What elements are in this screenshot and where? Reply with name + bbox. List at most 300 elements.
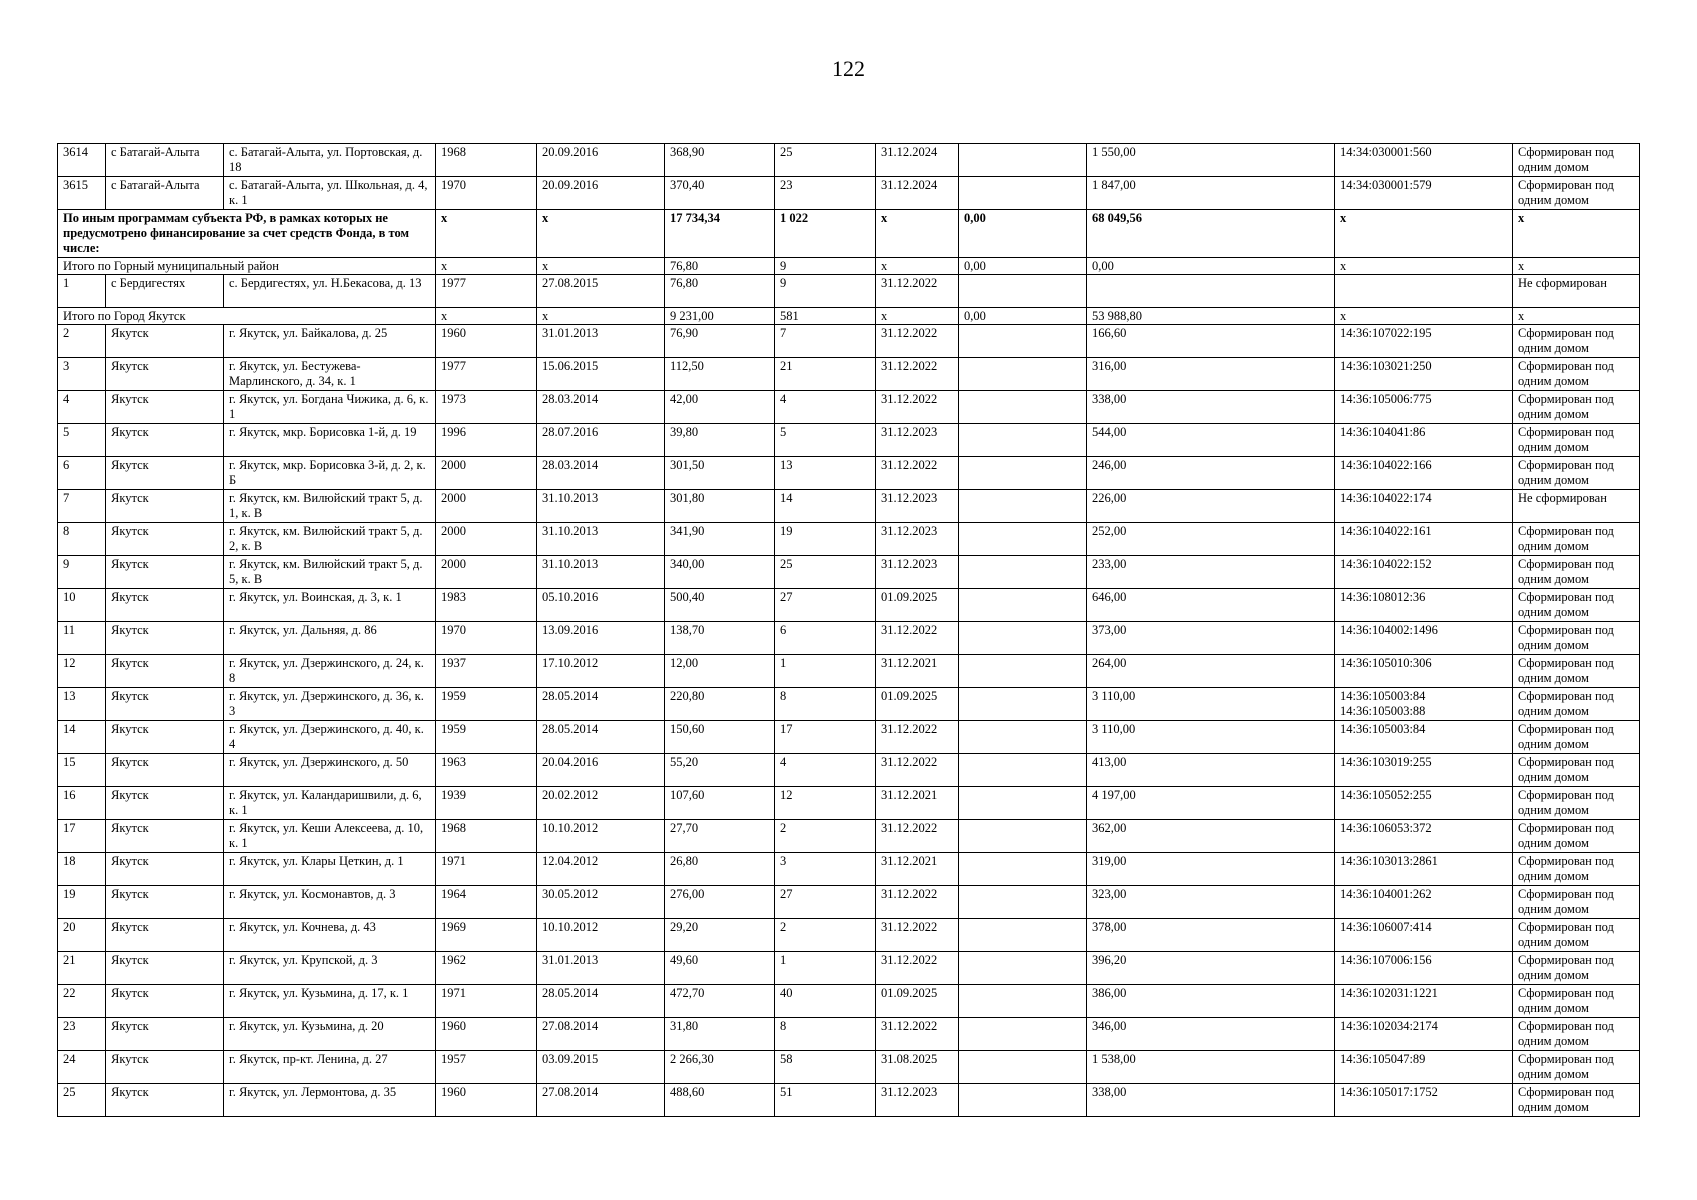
table-row — [58, 787, 1640, 820]
cell-residents: 17 — [775, 721, 876, 754]
cell-area: 301,80 — [665, 490, 775, 523]
cell-area: 340,00 — [665, 556, 775, 589]
cell-area: 55,20 — [665, 754, 775, 787]
cell-cost: 4 197,00 — [1087, 787, 1335, 820]
cell-year-built: 1977 — [436, 358, 537, 391]
cell-planned-date: 31.12.2022 — [876, 358, 959, 391]
cell-cadastral-number: 14:36:103019:255 — [1335, 754, 1513, 787]
cell-area: 488,60 — [665, 1084, 775, 1117]
cell-address: г. Якутск, ул. Воинская, д. 3, к. 1 — [224, 589, 436, 622]
cell-recognition-date: 28.03.2014 — [537, 391, 665, 424]
cell-planned-date: 31.12.2022 — [876, 457, 959, 490]
cell-planned-date: 31.12.2022 — [876, 275, 959, 308]
cell-settlement: Якутск — [106, 1018, 224, 1051]
cell-settlement: Якутск — [106, 688, 224, 721]
cell-land-status: Сформирован под одним домом — [1513, 523, 1640, 556]
cell-recognition-date: 20.04.2016 — [537, 754, 665, 787]
cell-settlement: Якутск — [106, 721, 224, 754]
cell-cost — [1087, 275, 1335, 308]
cell-cost: 233,00 — [1087, 556, 1335, 589]
cell-planned-date: 31.12.2024 — [876, 177, 959, 210]
cell-cost-blank — [959, 391, 1087, 424]
table-total-row — [58, 258, 1640, 275]
cell-cost-blank — [959, 457, 1087, 490]
cell-settlement: Якутск — [106, 424, 224, 457]
cell-cost-blank — [959, 1051, 1087, 1084]
cell-settlement: Якутск — [106, 985, 224, 1018]
cell-row-number: 9 — [58, 556, 106, 589]
cell-year-built: 1971 — [436, 853, 537, 886]
cell-row-number: 4 — [58, 391, 106, 424]
cell-settlement: Якутск — [106, 754, 224, 787]
cell-land-status: Сформирован под одним домом — [1513, 622, 1640, 655]
cell-cost-blank — [959, 177, 1087, 210]
cell-land-status: Сформирован под одним домом — [1513, 424, 1640, 457]
cell-cost: 323,00 — [1087, 886, 1335, 919]
cell-cadastral-number: 14:36:105010:306 — [1335, 655, 1513, 688]
cell-year-built: 1968 — [436, 820, 537, 853]
cell-residents: 9 — [775, 275, 876, 308]
cell-cadastral-number: 14:36:102034:2174 — [1335, 1018, 1513, 1051]
cell-area: 341,90 — [665, 523, 775, 556]
cell-settlement: Якутск — [106, 358, 224, 391]
cell-year-built: 1960 — [436, 325, 537, 358]
cell-address: г. Якутск, мкр. Борисовка 1-й, д. 19 — [224, 424, 436, 457]
cell-cost-blank — [959, 985, 1087, 1018]
cell-address: г. Якутск, ул. Дальняя, д. 86 — [224, 622, 436, 655]
cell-cadastral-number: 14:36:105047:89 — [1335, 1051, 1513, 1084]
cell-address: г. Якутск, ул. Байкалова, д. 25 — [224, 325, 436, 358]
table-row — [58, 853, 1640, 886]
cell-area: 107,60 — [665, 787, 775, 820]
table-row — [58, 754, 1640, 787]
cell-year-built: 2000 — [436, 523, 537, 556]
cell-settlement: с Бердигестях — [106, 275, 224, 308]
cell-address: г. Якутск, ул. Кузьмина, д. 20 — [224, 1018, 436, 1051]
cell-recognition-date: 20.09.2016 — [537, 177, 665, 210]
cell-settlement: Якутск — [106, 1084, 224, 1117]
cell-cost: 338,00 — [1087, 1084, 1335, 1117]
cell-recognition-date: х — [537, 308, 665, 325]
cell-residents: 40 — [775, 985, 876, 1018]
cell-residents: 27 — [775, 886, 876, 919]
table-row — [58, 391, 1640, 424]
cell-cost-blank — [959, 490, 1087, 523]
cell-residents: 58 — [775, 1051, 876, 1084]
cell-year-built: 1977 — [436, 275, 537, 308]
cell-residents: 27 — [775, 589, 876, 622]
cell-land-status: Сформирован под одним домом — [1513, 853, 1640, 886]
page-number: 122 — [832, 56, 865, 81]
cell-year-built: 1963 — [436, 754, 537, 787]
cell-address: г. Якутск, ул. Дзержинского, д. 24, к. 8 — [224, 655, 436, 688]
cell-cadastral-number: 14:36:107006:156 — [1335, 952, 1513, 985]
table-row — [58, 1018, 1640, 1051]
cell-area: 27,70 — [665, 820, 775, 853]
cell-cadastral-number: 14:36:104022:152 — [1335, 556, 1513, 589]
cell-settlement: Якутск — [106, 886, 224, 919]
cell-cost: 319,00 — [1087, 853, 1335, 886]
cell-recognition-date: 28.05.2014 — [537, 985, 665, 1018]
cell-recognition-date: 13.09.2016 — [537, 622, 665, 655]
cell-cost: 264,00 — [1087, 655, 1335, 688]
cell-address: г. Якутск, ул. Клары Цеткин, д. 1 — [224, 853, 436, 886]
cell-area: 76,90 — [665, 325, 775, 358]
cell-year-built: 1970 — [436, 622, 537, 655]
cell-land-status: Сформирован под одним домом — [1513, 919, 1640, 952]
cell-address: г. Якутск, ул. Космонавтов, д. 3 — [224, 886, 436, 919]
cell-planned-date: 31.12.2022 — [876, 721, 959, 754]
cell-recognition-date: 20.09.2016 — [537, 144, 665, 177]
cell-settlement: Якутск — [106, 787, 224, 820]
cell-recognition-date: х — [537, 258, 665, 275]
cell-cadastral-number: 14:36:103021:250 — [1335, 358, 1513, 391]
housing-register-table — [57, 143, 1640, 1117]
cell-row-number: 18 — [58, 853, 106, 886]
cell-cadastral-number: х — [1335, 308, 1513, 325]
cell-cost-blank — [959, 754, 1087, 787]
cell-cadastral-number: 14:36:104022:174 — [1335, 490, 1513, 523]
table-row — [58, 457, 1640, 490]
table-row — [58, 144, 1640, 177]
cell-cost-blank — [959, 952, 1087, 985]
cell-cost-blank: 0,00 — [959, 258, 1087, 275]
cell-recognition-date: 10.10.2012 — [537, 919, 665, 952]
cell-land-status: Сформирован под одним домом — [1513, 144, 1640, 177]
cell-cost: 252,00 — [1087, 523, 1335, 556]
cell-year-built: 1960 — [436, 1084, 537, 1117]
cell-area: 12,00 — [665, 655, 775, 688]
cell-cost-blank — [959, 688, 1087, 721]
cell-year-built: 1962 — [436, 952, 537, 985]
cell-recognition-date: 17.10.2012 — [537, 655, 665, 688]
cell-cost: 373,00 — [1087, 622, 1335, 655]
cell-cost-blank — [959, 275, 1087, 308]
cell-year-built: 1959 — [436, 721, 537, 754]
cell-cost-blank — [959, 358, 1087, 391]
table-row — [58, 556, 1640, 589]
cell-residents: 25 — [775, 144, 876, 177]
cell-recognition-date: 05.10.2016 — [537, 589, 665, 622]
cell-planned-date: 31.12.2022 — [876, 919, 959, 952]
cell-year-built: х — [436, 308, 537, 325]
cell-cost: 316,00 — [1087, 358, 1335, 391]
cell-residents: 8 — [775, 688, 876, 721]
cell-row-number: 19 — [58, 886, 106, 919]
cell-planned-date: 31.12.2022 — [876, 391, 959, 424]
cell-land-status: Сформирован под одним домом — [1513, 358, 1640, 391]
cell-cadastral-number: 14:36:103013:2861 — [1335, 853, 1513, 886]
cell-cost-blank — [959, 1018, 1087, 1051]
cell-residents: 1 — [775, 655, 876, 688]
cell-residents: 7 — [775, 325, 876, 358]
cell-residents: 4 — [775, 391, 876, 424]
cell-year-built: 1964 — [436, 886, 537, 919]
cell-land-status: Сформирован под одним домом — [1513, 655, 1640, 688]
cell-recognition-date: 31.01.2013 — [537, 325, 665, 358]
cell-cost-blank — [959, 886, 1087, 919]
cell-year-built: 1959 — [436, 688, 537, 721]
cell-area: 9 231,00 — [665, 308, 775, 325]
table-total-row — [58, 308, 1640, 325]
cell-residents: 3 — [775, 853, 876, 886]
cell-planned-date: 01.09.2025 — [876, 589, 959, 622]
cell-cadastral-number: х — [1335, 258, 1513, 275]
cell-cost: 396,20 — [1087, 952, 1335, 985]
cell-row-number: 12 — [58, 655, 106, 688]
cell-land-status: х — [1513, 258, 1640, 275]
cell-cadastral-number: 14:36:104001:262 — [1335, 886, 1513, 919]
cell-row-number: 21 — [58, 952, 106, 985]
cell-area: 29,20 — [665, 919, 775, 952]
cell-residents: 12 — [775, 787, 876, 820]
cell-cost: 1 550,00 — [1087, 144, 1335, 177]
cell-settlement: Якутск — [106, 589, 224, 622]
cell-row-number: 3 — [58, 358, 106, 391]
cell-cadastral-number: 14:36:104022:161 — [1335, 523, 1513, 556]
cell-land-status: Сформирован под одним домом — [1513, 1018, 1640, 1051]
cell-cost: 1 538,00 — [1087, 1051, 1335, 1084]
cell-area: 220,80 — [665, 688, 775, 721]
total-label: По иным программам субъекта РФ, в рамках которых не предусмотрено финансирование за счет средств Фонда, в том числе: — [58, 210, 436, 258]
table-row — [58, 275, 1640, 308]
cell-planned-date: 31.12.2023 — [876, 490, 959, 523]
table-row — [58, 622, 1640, 655]
cell-planned-date: 31.12.2022 — [876, 820, 959, 853]
cell-cost-blank — [959, 589, 1087, 622]
cell-planned-date: 31.12.2022 — [876, 952, 959, 985]
cell-cost: 338,00 — [1087, 391, 1335, 424]
cell-row-number: 11 — [58, 622, 106, 655]
cell-row-number: 16 — [58, 787, 106, 820]
cell-residents: 581 — [775, 308, 876, 325]
cell-residents: 1 022 — [775, 210, 876, 258]
cell-recognition-date: 28.05.2014 — [537, 688, 665, 721]
cell-cadastral-number: 14:36:104002:1496 — [1335, 622, 1513, 655]
cell-cost-blank — [959, 655, 1087, 688]
cell-year-built: 2000 — [436, 556, 537, 589]
cell-recognition-date: 15.06.2015 — [537, 358, 665, 391]
cell-recognition-date: 03.09.2015 — [537, 1051, 665, 1084]
cell-address: г. Якутск, ул. Богдана Чижика, д. 6, к. 1 — [224, 391, 436, 424]
cell-residents: 13 — [775, 457, 876, 490]
cell-year-built: 1971 — [436, 985, 537, 1018]
cell-area: 500,40 — [665, 589, 775, 622]
cell-address: с. Бердигестях, ул. Н.Бекасова, д. 13 — [224, 275, 436, 308]
cell-address: г. Якутск, км. Вилюйский тракт 5, д. 1, к. В — [224, 490, 436, 523]
table-row — [58, 721, 1640, 754]
cell-cost: 1 847,00 — [1087, 177, 1335, 210]
cell-land-status: Сформирован под одним домом — [1513, 589, 1640, 622]
cell-settlement: Якутск — [106, 325, 224, 358]
cell-recognition-date: 31.10.2013 — [537, 556, 665, 589]
cell-cadastral-number: 14:36:104041:86 — [1335, 424, 1513, 457]
cell-settlement: Якутск — [106, 523, 224, 556]
cell-land-status: Сформирован под одним домом — [1513, 952, 1640, 985]
cell-area: 112,50 — [665, 358, 775, 391]
cell-cost: 53 988,80 — [1087, 308, 1335, 325]
table-row — [58, 490, 1640, 523]
cell-land-status: Сформирован под одним домом — [1513, 985, 1640, 1018]
cell-address: г. Якутск, ул. Бестужева-Марлинского, д. 34, к. 1 — [224, 358, 436, 391]
cell-row-number: 24 — [58, 1051, 106, 1084]
cell-year-built: 1960 — [436, 1018, 537, 1051]
cell-address: г. Якутск, ул. Каландаришвили, д. 6, к. 1 — [224, 787, 436, 820]
cell-recognition-date: 28.07.2016 — [537, 424, 665, 457]
cell-cost-blank — [959, 853, 1087, 886]
cell-area: 368,90 — [665, 144, 775, 177]
cell-area: 76,80 — [665, 258, 775, 275]
cell-row-number: 20 — [58, 919, 106, 952]
cell-year-built: 2000 — [436, 490, 537, 523]
cell-cost-blank — [959, 622, 1087, 655]
table-row — [58, 985, 1640, 1018]
table-row — [58, 325, 1640, 358]
cell-address: г. Якутск, км. Вилюйский тракт 5, д. 2, к. В — [224, 523, 436, 556]
cell-settlement: Якутск — [106, 457, 224, 490]
cell-recognition-date: 27.08.2014 — [537, 1018, 665, 1051]
cell-planned-date: х — [876, 308, 959, 325]
cell-cost-blank — [959, 325, 1087, 358]
cell-settlement: Якутск — [106, 853, 224, 886]
cell-recognition-date: 31.10.2013 — [537, 523, 665, 556]
cell-recognition-date: 31.01.2013 — [537, 952, 665, 985]
cell-cadastral-number: 14:36:105052:255 — [1335, 787, 1513, 820]
cell-cadastral-number: 14:34:030001:579 — [1335, 177, 1513, 210]
cell-cost: 346,00 — [1087, 1018, 1335, 1051]
cell-recognition-date: 28.05.2014 — [537, 721, 665, 754]
cell-year-built: 1969 — [436, 919, 537, 952]
cell-land-status: Сформирован под одним домом — [1513, 820, 1640, 853]
cell-residents: 6 — [775, 622, 876, 655]
cell-residents: 2 — [775, 919, 876, 952]
table-row — [58, 523, 1640, 556]
cell-row-number: 3614 — [58, 144, 106, 177]
cell-cost-blank — [959, 144, 1087, 177]
cell-address: г. Якутск, ул. Кеши Алексеева, д. 10, к. 1 — [224, 820, 436, 853]
cell-settlement: Якутск — [106, 556, 224, 589]
cell-settlement: Якутск — [106, 952, 224, 985]
cell-land-status: Сформирован под одним домом — [1513, 391, 1640, 424]
table-total-row — [58, 210, 1640, 258]
cell-year-built: 1996 — [436, 424, 537, 457]
cell-address: г. Якутск, ул. Дзержинского, д. 36, к. 3 — [224, 688, 436, 721]
cell-residents: 5 — [775, 424, 876, 457]
cell-planned-date: х — [876, 210, 959, 258]
cell-address: г. Якутск, ул. Кузьмина, д. 17, к. 1 — [224, 985, 436, 1018]
cell-land-status: х — [1513, 308, 1640, 325]
cell-row-number: 22 — [58, 985, 106, 1018]
cell-planned-date: 01.09.2025 — [876, 688, 959, 721]
cell-cost-blank: 0,00 — [959, 210, 1087, 258]
cell-settlement: Якутск — [106, 820, 224, 853]
cell-recognition-date: х — [537, 210, 665, 258]
cell-residents: 4 — [775, 754, 876, 787]
total-label: Итого по Горный муниципальный район — [58, 258, 436, 275]
table-row — [58, 424, 1640, 457]
cell-settlement: Якутск — [106, 391, 224, 424]
cell-cost: 226,00 — [1087, 490, 1335, 523]
cell-row-number: 23 — [58, 1018, 106, 1051]
cell-planned-date: 31.12.2021 — [876, 655, 959, 688]
cell-cadastral-number: 14:36:105017:1752 — [1335, 1084, 1513, 1117]
cell-cost: 646,00 — [1087, 589, 1335, 622]
cell-cadastral-number: 14:36:105006:775 — [1335, 391, 1513, 424]
cell-cadastral-number: 14:36:105003:84 — [1335, 721, 1513, 754]
cell-cadastral-number: 14:36:104022:166 — [1335, 457, 1513, 490]
cell-area: 150,60 — [665, 721, 775, 754]
cell-planned-date: 31.12.2022 — [876, 325, 959, 358]
cell-planned-date: 31.12.2022 — [876, 1018, 959, 1051]
cell-cost-blank: 0,00 — [959, 308, 1087, 325]
cell-recognition-date: 28.03.2014 — [537, 457, 665, 490]
cell-land-status: Сформирован под одним домом — [1513, 886, 1640, 919]
cell-settlement: Якутск — [106, 490, 224, 523]
cell-row-number: 8 — [58, 523, 106, 556]
cell-row-number: 3615 — [58, 177, 106, 210]
cell-residents: 19 — [775, 523, 876, 556]
table-row — [58, 952, 1640, 985]
cell-row-number: 1 — [58, 275, 106, 308]
cell-cost: 166,60 — [1087, 325, 1335, 358]
cell-row-number: 25 — [58, 1084, 106, 1117]
cell-land-status: Сформирован под одним домом — [1513, 1084, 1640, 1117]
cell-year-built: 1939 — [436, 787, 537, 820]
cell-settlement: Якутск — [106, 1051, 224, 1084]
cell-cost: 68 049,56 — [1087, 210, 1335, 258]
cell-recognition-date: 10.10.2012 — [537, 820, 665, 853]
cell-year-built: 1973 — [436, 391, 537, 424]
cell-residents: 8 — [775, 1018, 876, 1051]
cell-residents: 51 — [775, 1084, 876, 1117]
table-row — [58, 1051, 1640, 1084]
cell-land-status: Сформирован под одним домом — [1513, 754, 1640, 787]
cell-cadastral-number: 14:36:106053:372 — [1335, 820, 1513, 853]
cell-cost: 362,00 — [1087, 820, 1335, 853]
cell-cost-blank — [959, 820, 1087, 853]
cell-cost-blank — [959, 787, 1087, 820]
cell-row-number: 5 — [58, 424, 106, 457]
cell-settlement: с Батагай-Алыта — [106, 144, 224, 177]
cell-row-number: 7 — [58, 490, 106, 523]
cell-cost-blank — [959, 424, 1087, 457]
cell-cadastral-number: 14:34:030001:560 — [1335, 144, 1513, 177]
cell-row-number: 6 — [58, 457, 106, 490]
table-row — [58, 655, 1640, 688]
cell-cadastral-number: 14:36:105003:84 14:36:105003:88 — [1335, 688, 1513, 721]
table-row — [58, 820, 1640, 853]
cell-cadastral-number — [1335, 275, 1513, 308]
cell-recognition-date: 20.02.2012 — [537, 787, 665, 820]
cell-cadastral-number: 14:36:106007:414 — [1335, 919, 1513, 952]
cell-cost-blank — [959, 1084, 1087, 1117]
total-label: Итого по Город Якутск — [58, 308, 436, 325]
cell-row-number: 13 — [58, 688, 106, 721]
cell-residents: 25 — [775, 556, 876, 589]
cell-year-built: х — [436, 210, 537, 258]
cell-address: г. Якутск, ул. Кочнева, д. 43 — [224, 919, 436, 952]
cell-land-status: Сформирован под одним домом — [1513, 325, 1640, 358]
cell-address: г. Якутск, ул. Крупской, д. 3 — [224, 952, 436, 985]
cell-cost: 378,00 — [1087, 919, 1335, 952]
cell-cost: 0,00 — [1087, 258, 1335, 275]
cell-area: 42,00 — [665, 391, 775, 424]
cell-settlement: Якутск — [106, 622, 224, 655]
cell-row-number: 2 — [58, 325, 106, 358]
cell-residents: 23 — [775, 177, 876, 210]
table-row — [58, 589, 1640, 622]
cell-address: с. Батагай-Алыта, ул. Портовская, д. 18 — [224, 144, 436, 177]
